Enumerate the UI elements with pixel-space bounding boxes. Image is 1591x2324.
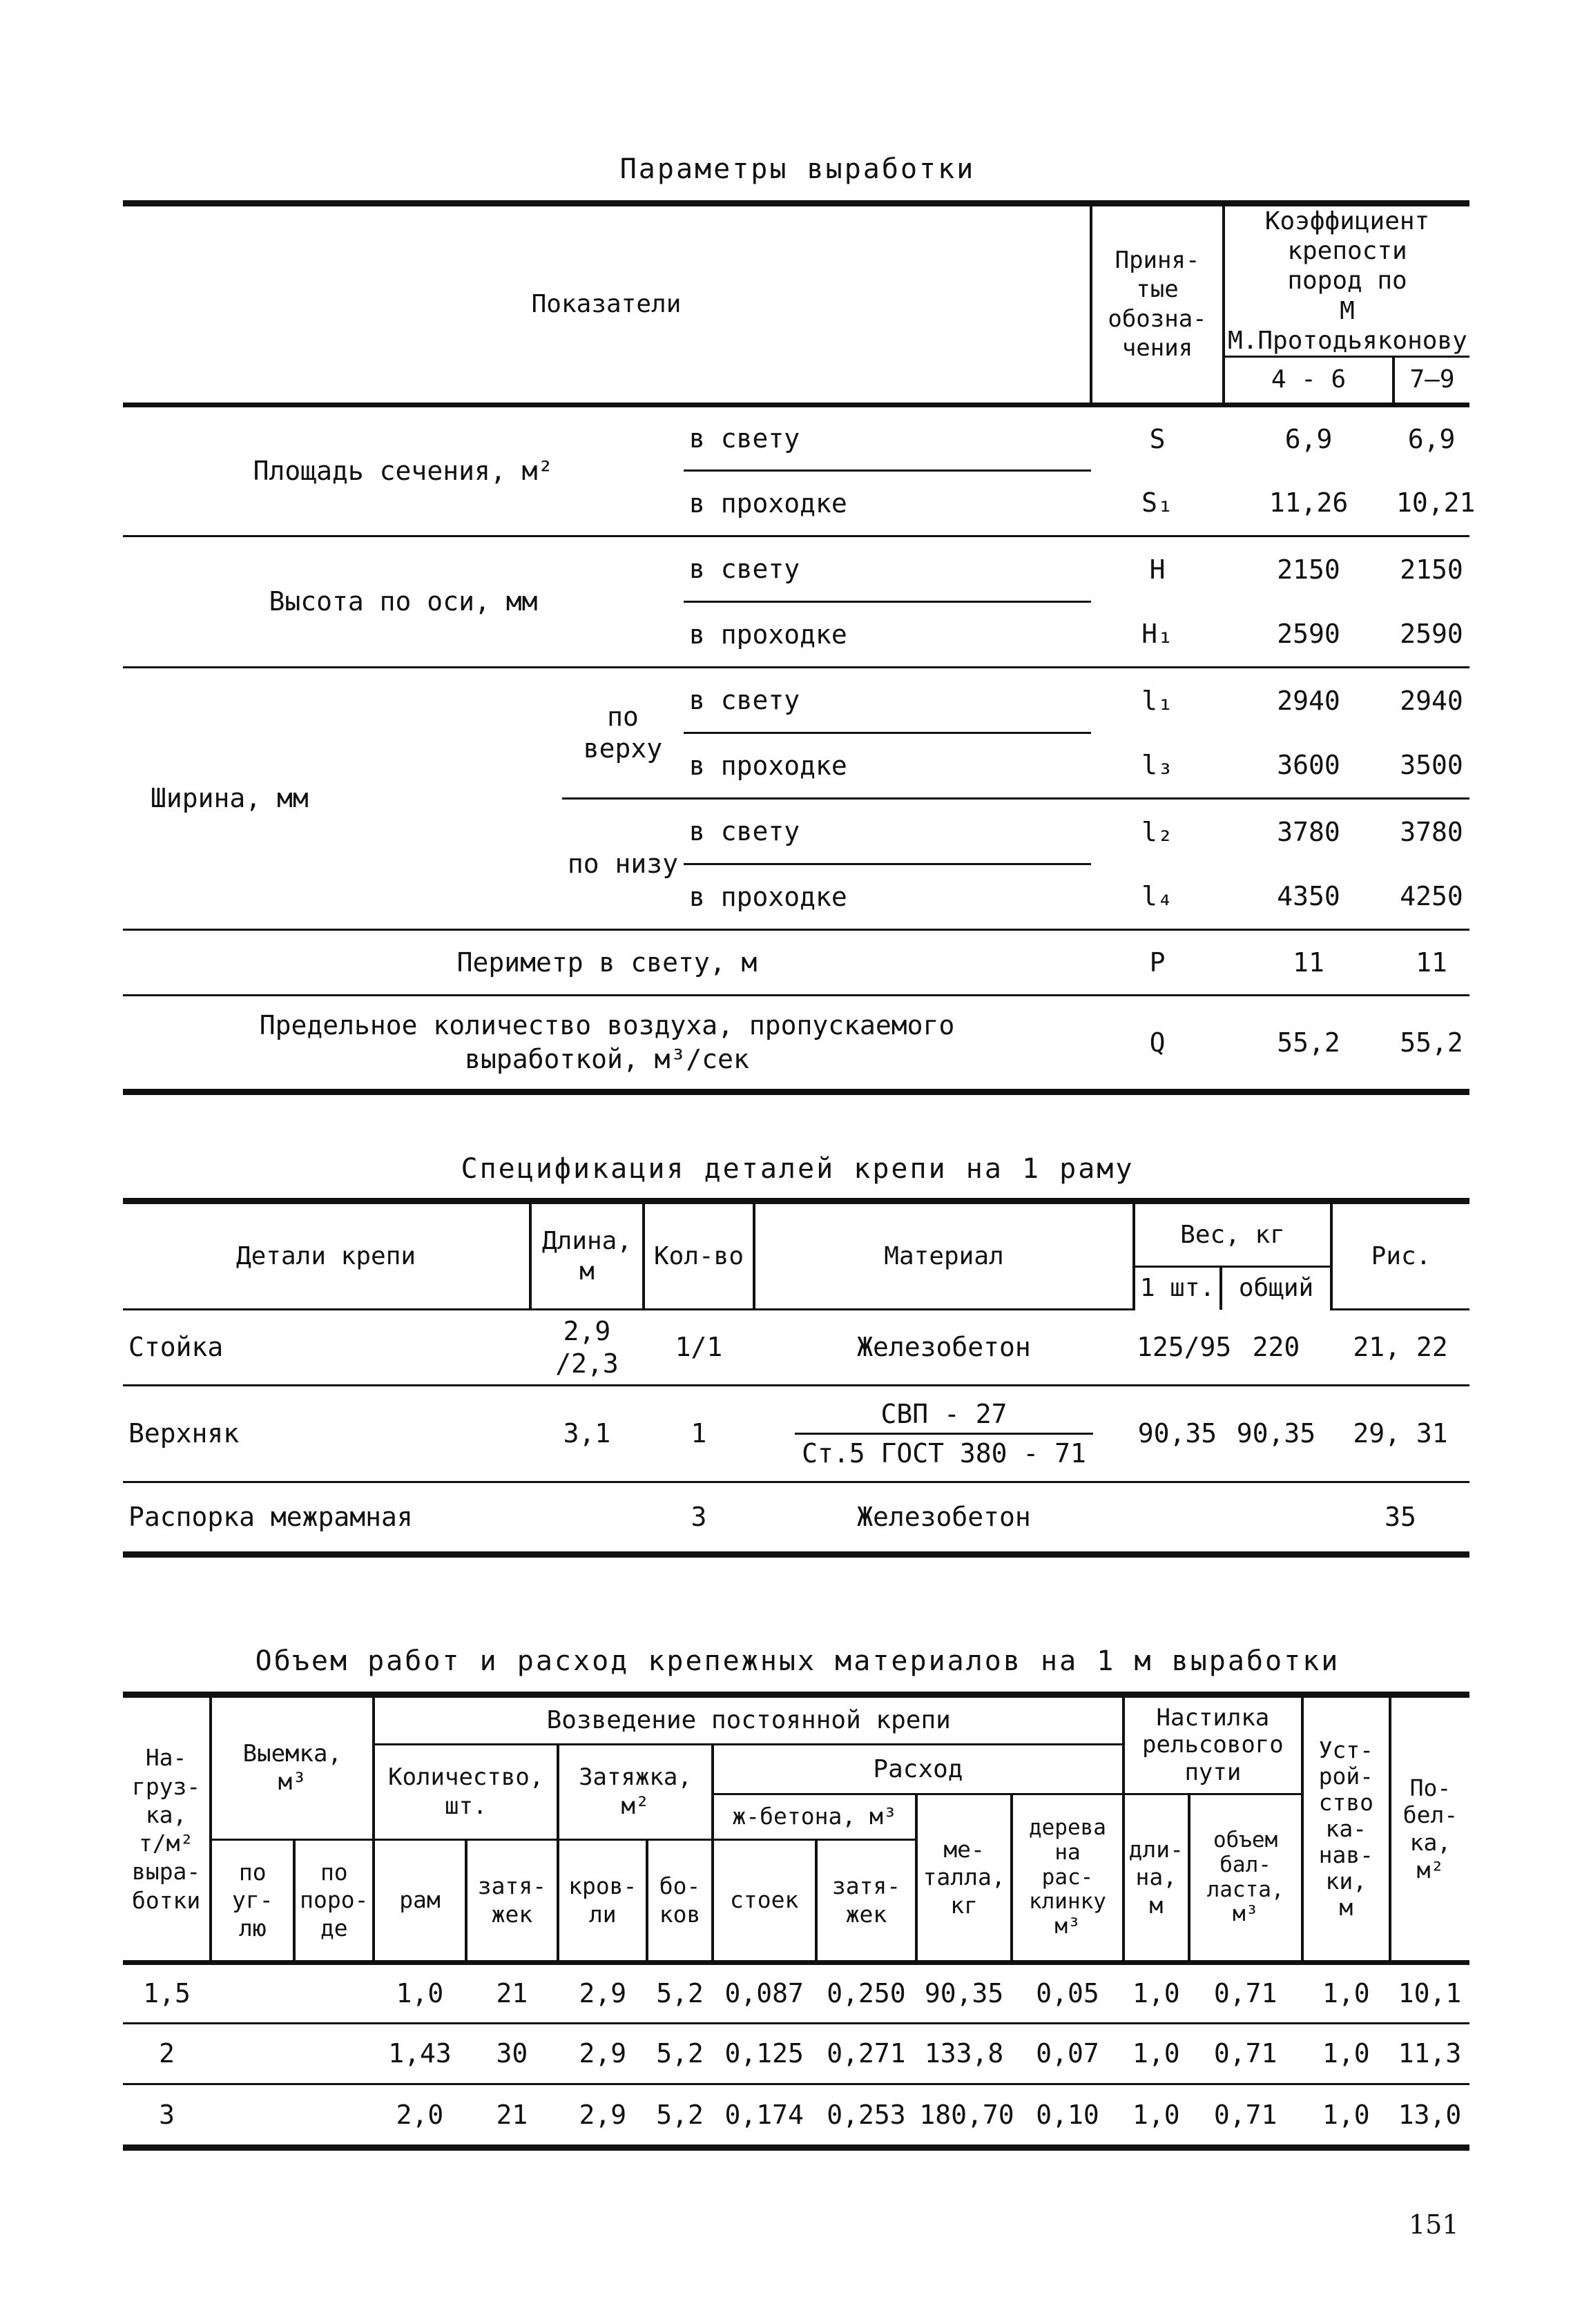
- spec-row1-figure: 21, 22: [1353, 1332, 1448, 1363]
- cell-frames: 1,43: [388, 2038, 452, 2069]
- cell-length: 1,0: [1132, 1978, 1180, 2009]
- header-construction: Возведение постоянной крепи: [374, 1695, 1124, 1745]
- header-ballast: объем бал- ласта, м³: [1189, 1794, 1302, 1963]
- height-s1: H: [1149, 554, 1166, 585]
- perimeter-label: Периметр в свету, м: [456, 947, 758, 978]
- width-bottom-label: по низу: [567, 849, 679, 880]
- cell-channel: 1,0: [1322, 1978, 1370, 2009]
- table3-title: Объем работ и расход крепежных материалов на 1 м выработки: [255, 1645, 1340, 1677]
- spec-row2-material: [754, 1386, 1134, 1482]
- table2-title: Спецификация деталей крепи на 1 раму: [461, 1153, 1135, 1185]
- area-v2b: 10,21: [1396, 487, 1476, 518]
- header-lagging: Затяжка, м²: [558, 1745, 713, 1840]
- area-s1: S: [1149, 423, 1166, 454]
- width-row3-label: в свету: [684, 798, 1091, 864]
- air-va: 55,2: [1277, 1027, 1340, 1058]
- spec-row1-material: Железобетон: [857, 1332, 1031, 1363]
- header-load: На- груз- ка, т/м² выра- ботки: [123, 1695, 211, 1963]
- header-length: Длина, м: [530, 1201, 644, 1310]
- spec-row3-weight-one: [1134, 1482, 1221, 1555]
- cell-channel: 1,0: [1322, 2099, 1370, 2130]
- page-number: 151: [1409, 2209, 1459, 2240]
- cell-by-rock: [294, 1963, 374, 2024]
- cell-ballast: 0,71: [1213, 2099, 1277, 2130]
- width-row2-label: в проходке: [684, 733, 1091, 798]
- spec-row1-weight-total: 220: [1252, 1331, 1300, 1362]
- spec-row2-part: Верхняк: [128, 1418, 240, 1449]
- header-sides: бо- ков: [647, 1840, 712, 1963]
- spec-row1-length: 2,9 /2,3: [555, 1316, 619, 1379]
- cell-by-rock: [294, 2024, 374, 2084]
- works-row: [123, 1963, 1469, 2024]
- spec-row2-length: 3,1: [563, 1418, 611, 1449]
- cell-frames: 1,0: [396, 1978, 444, 2009]
- cell-by-angle: [211, 2024, 294, 2084]
- cell-wood: 0,05: [1036, 1978, 1099, 2009]
- header-length: дли- на, м: [1124, 1794, 1188, 1963]
- cell-whitewash: 11,3: [1398, 2038, 1462, 2069]
- cell-wood: 0,10: [1036, 2099, 1099, 2130]
- cell-roof: 2,9: [579, 1978, 627, 2009]
- spec-row3-qty: 3: [691, 1502, 707, 1533]
- width-s4: l₄: [1141, 881, 1173, 911]
- spec-row2-weight-one: 90,35: [1137, 1418, 1217, 1449]
- cell-wood: 0,07: [1036, 2038, 1099, 2069]
- spec-row2-qty: 1: [691, 1418, 707, 1449]
- cell-posts: 0,174: [724, 2099, 804, 2130]
- area-row2-label: в проходке: [689, 487, 847, 519]
- cell-ballast: 0,71: [1213, 2038, 1277, 2069]
- width-v4a: 4350: [1277, 881, 1340, 911]
- width-v1b: 2940: [1400, 685, 1463, 716]
- spec-row3-weight-total: [1221, 1482, 1331, 1555]
- cell-tightening: 21: [496, 1978, 528, 2009]
- width-top-label: по верху: [562, 667, 684, 798]
- header-by-angle: по уг- лю: [211, 1840, 294, 1963]
- header-channel: Уст- рой- ство ка- нав- ки, м: [1302, 1695, 1390, 1963]
- table1-title: Параметры выработки: [619, 153, 976, 185]
- width-label: Ширина, мм: [151, 783, 309, 814]
- height-s2: H₁: [1141, 619, 1173, 649]
- cell-posts: 0,087: [724, 1978, 804, 2009]
- height-v1a: 2150: [1277, 554, 1340, 585]
- cell-roof: 2,9: [579, 2038, 627, 2069]
- area-row1-label: в свету: [684, 405, 1091, 470]
- header-roof: кров- ли: [558, 1840, 647, 1963]
- cell-whitewash: 10,1: [1398, 1978, 1462, 2009]
- width-v2a: 3600: [1277, 750, 1340, 780]
- header-excavation: Выемка, м³: [211, 1695, 374, 1840]
- cell-load: 1,5: [143, 1978, 191, 2009]
- area-s2: S₁: [1141, 487, 1173, 518]
- spec-row2-figure: 29, 31: [1353, 1418, 1448, 1449]
- width-v4b: 4250: [1400, 881, 1463, 911]
- cell-by-rock: [294, 2084, 374, 2148]
- area-v1a: 6,9: [1284, 423, 1333, 454]
- cell-ballast: 0,71: [1213, 1978, 1277, 2009]
- header-count: Количество, шт.: [374, 1745, 558, 1840]
- cell-sides: 5,2: [656, 2038, 704, 2069]
- cell-tightening: 21: [496, 2099, 528, 2130]
- perimeter-s: P: [1149, 947, 1166, 978]
- spec-row3-length: [530, 1482, 644, 1555]
- air-s: Q: [1149, 1027, 1166, 1058]
- header-notation: Приня- тые обозна- чения: [1091, 204, 1224, 405]
- spec-row3-figure: 35: [1385, 1502, 1416, 1533]
- header-posts: стоек: [713, 1840, 816, 1963]
- width-v3b: 3780: [1400, 816, 1463, 847]
- width-v2b: 3500: [1400, 750, 1463, 780]
- air-label: Предельное количество воздуха, пропускаемого выработкой, м³/сек: [259, 1009, 955, 1074]
- cell-roof: 2,9: [579, 2099, 627, 2130]
- header-weight: Вес, кг: [1134, 1201, 1331, 1267]
- height-v2a: 2590: [1277, 619, 1340, 649]
- header-consumption: Расход: [713, 1745, 1124, 1794]
- width-row4-label: в проходке: [689, 881, 847, 912]
- material-denominator: Ст.5 ГОСТ 380 - 71: [802, 1438, 1086, 1469]
- height-row2-label: в проходке: [689, 619, 847, 650]
- header-col-7-9: 7–9: [1394, 356, 1469, 405]
- cell-posts: 0,125: [724, 2038, 804, 2069]
- area-v2a: 11,26: [1269, 487, 1349, 518]
- area-v1b: 6,9: [1407, 423, 1456, 454]
- header-indicators: Показатели: [123, 204, 1091, 405]
- header-tights: затя- жек: [816, 1840, 917, 1963]
- header-tightening: затя- жек: [466, 1840, 558, 1963]
- cell-sides: 5,2: [656, 2099, 704, 2130]
- cell-frames: 2,0: [396, 2099, 444, 2130]
- header-concrete: ж-бетона, м³: [713, 1794, 917, 1840]
- cell-by-angle: [211, 1963, 294, 2024]
- cell-tights: 0,271: [827, 2038, 906, 2069]
- perimeter-va: 11: [1293, 947, 1324, 978]
- header-weight-one: 1 шт.: [1134, 1267, 1221, 1310]
- spec-row1-part: Стойка: [128, 1332, 224, 1363]
- header-material: Материал: [754, 1201, 1134, 1310]
- width-s1: l₁: [1141, 685, 1173, 716]
- cell-load: 2: [159, 2038, 175, 2069]
- cell-whitewash: 13,0: [1398, 2099, 1462, 2130]
- width-v1a: 2940: [1277, 685, 1340, 716]
- header-metal: ме- талла, кг: [916, 1794, 1012, 1963]
- material-numerator: СВП - 27: [795, 1398, 1093, 1435]
- cell-channel: 1,0: [1322, 2038, 1370, 2069]
- spec-row1-weight-one: 125/95: [1137, 1331, 1232, 1362]
- air-vb: 55,2: [1400, 1027, 1463, 1058]
- header-frames: рам: [374, 1840, 465, 1963]
- cell-by-angle: [211, 2084, 294, 2148]
- cell-tights: 0,253: [827, 2099, 906, 2130]
- header-track: Настилка рельсового пути: [1124, 1695, 1302, 1794]
- cell-metal: 133,8: [924, 2038, 1004, 2069]
- cell-tightening: 30: [496, 2038, 528, 2069]
- header-by-rock: по поро- де: [294, 1840, 374, 1963]
- width-s2: l₃: [1141, 750, 1173, 780]
- width-row1-label: в свету: [684, 667, 1091, 733]
- header-weight-total: общий: [1221, 1267, 1331, 1310]
- cell-metal: 90,35: [924, 1978, 1004, 2009]
- header-figure: Рис.: [1331, 1201, 1469, 1310]
- height-v1b: 2150: [1400, 554, 1463, 585]
- spec-table: [123, 1198, 1469, 1558]
- cell-load: 3: [159, 2099, 175, 2130]
- header-coef: Коэффициент крепости пород по М М.Протодьяконову: [1224, 204, 1469, 357]
- area-label: Площадь сечения, м²: [253, 456, 554, 487]
- params-table: [123, 200, 1476, 1095]
- spec-row3-part: Распорка межрамная: [128, 1502, 413, 1533]
- height-v2b: 2590: [1400, 619, 1463, 649]
- width-v3a: 3780: [1277, 816, 1340, 847]
- spec-row3-material: Железобетон: [857, 1502, 1031, 1533]
- header-qty: Кол-во: [644, 1201, 754, 1310]
- works-row: [123, 2084, 1469, 2148]
- cell-length: 1,0: [1132, 2099, 1180, 2130]
- perimeter-vb: 11: [1416, 947, 1447, 978]
- header-wood: дерева на рас- клинку м³: [1012, 1794, 1124, 1963]
- works-row: [123, 2024, 1469, 2084]
- width-s3: l₂: [1141, 816, 1173, 847]
- spec-row1-qty: 1/1: [675, 1332, 723, 1363]
- height-label: Высота по оси, мм: [269, 586, 538, 617]
- cell-sides: 5,2: [656, 1978, 704, 2009]
- cell-metal: 180,70: [919, 2099, 1014, 2130]
- header-whitewash: По- бел- ка, м²: [1390, 1695, 1469, 1963]
- cell-tights: 0,250: [827, 1978, 906, 2009]
- spec-row2-weight-total: 90,35: [1236, 1418, 1316, 1449]
- cell-length: 1,0: [1132, 2038, 1180, 2069]
- header-col-4-6: 4 - 6: [1224, 356, 1394, 405]
- header-part: Детали крепи: [123, 1201, 530, 1310]
- works-table: [123, 1692, 1469, 2151]
- material-fraction: [795, 1398, 1093, 1470]
- height-row1-label: в свету: [684, 536, 1091, 601]
